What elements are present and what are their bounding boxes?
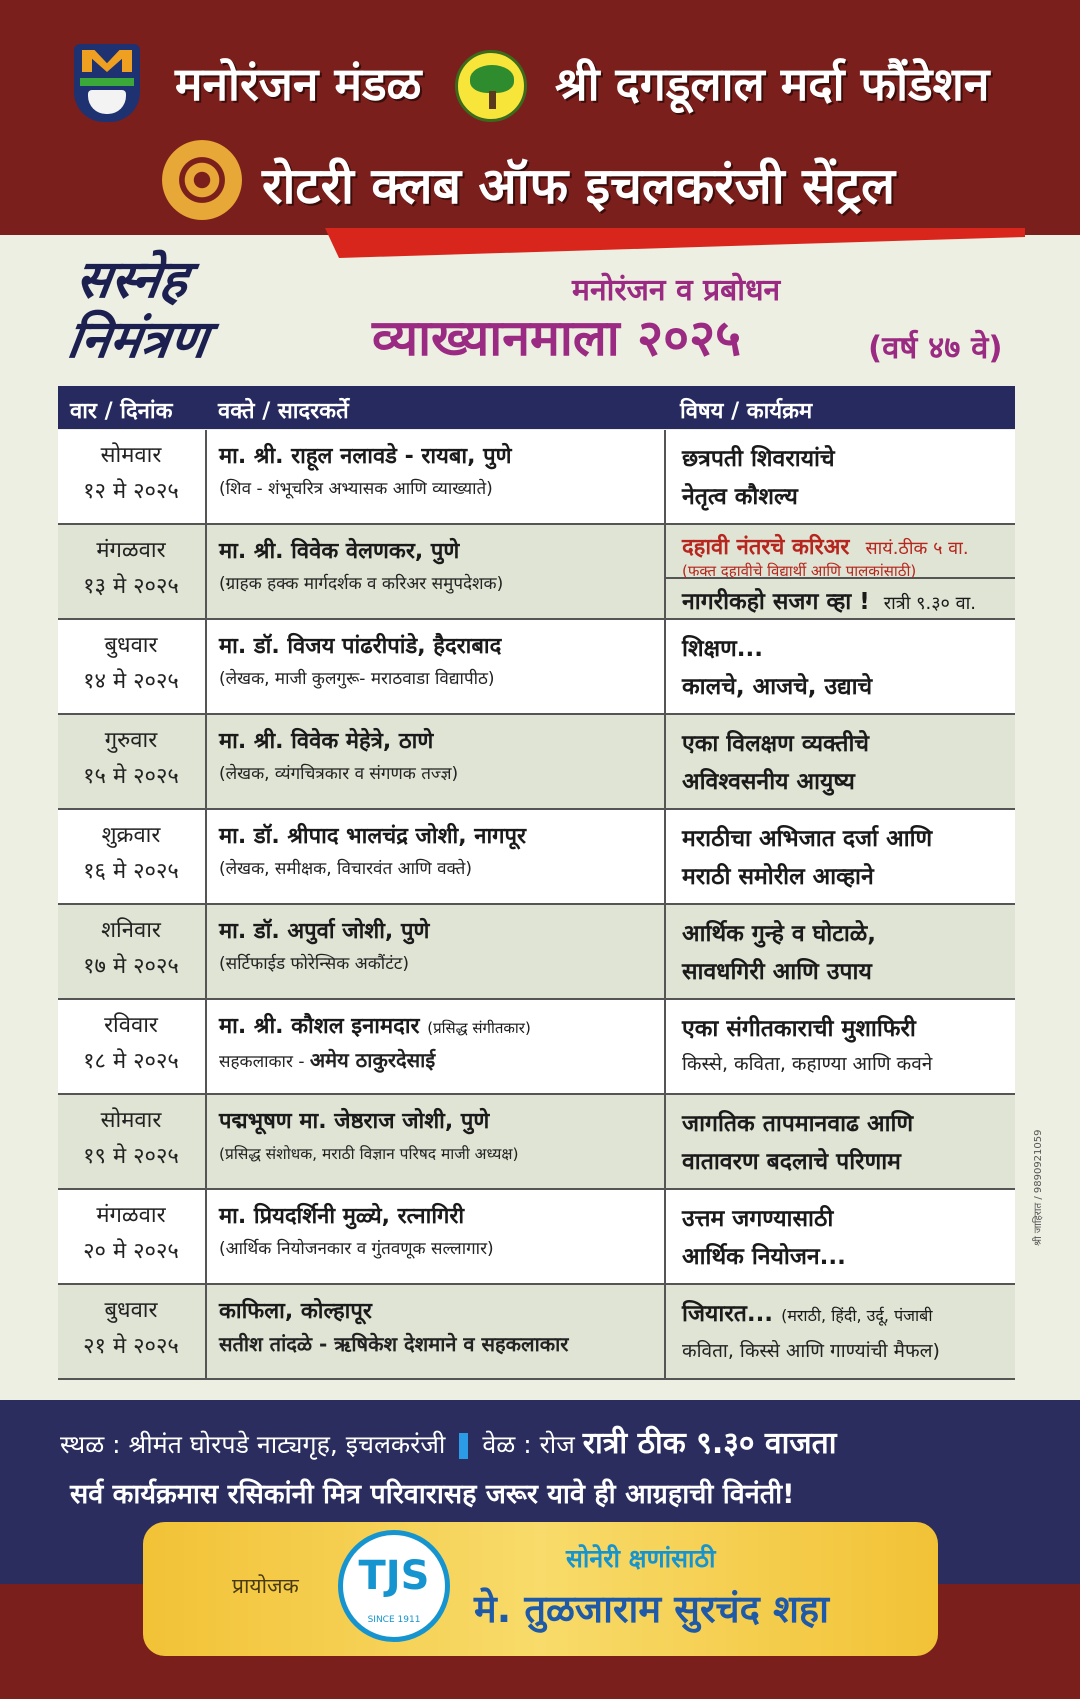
- day-date-cell: [58, 620, 204, 713]
- tjs-logo-text: TJS: [358, 1553, 430, 1599]
- topic-line1: छत्रपती शिवरायांचे: [682, 446, 835, 472]
- topic-line1: उत्तम जगण्यासाठी: [682, 1206, 834, 1232]
- speaker-name: मा. श्री. कौशल इनामदार: [219, 1014, 420, 1039]
- date: १६ मे २०२५: [83, 859, 179, 884]
- topic-line2: कविता, किस्से आणि गाण्यांची मैफल): [682, 1340, 940, 1362]
- topic-line2: अविश्वसनीय आयुष्य: [682, 769, 855, 795]
- speaker-cell: [205, 1190, 663, 1283]
- speaker-desc: (प्रसिद्ध संशोधक, मराठी विज्ञान परिषद माजी अध्यक्ष): [219, 1145, 519, 1163]
- topic-line2: कालचे, आजचे, उद्याचे: [682, 674, 873, 700]
- topic-line2: वातावरण बदलाचे परिणाम: [682, 1149, 901, 1175]
- speaker-cell: [205, 430, 663, 523]
- speaker-cell: [205, 525, 663, 618]
- co-artists: सतीश तांदळे - ऋषिकेश देशमाने व सहकलाकार: [219, 1332, 569, 1356]
- topic-line2: सावधगिरी आणि उपाय: [682, 959, 872, 985]
- header-speaker: वक्ते / सादरकर्ते: [218, 399, 349, 424]
- speaker-name: पद्मभूषण मा. जेष्ठराज जोशी, पुणे: [219, 1109, 490, 1134]
- speaker-desc: (शिव - शंभूचरित्र अभ्यासक आणि व्याख्याते): [219, 479, 493, 499]
- day: शनिवार: [101, 918, 161, 943]
- day: बुधवार: [104, 633, 158, 658]
- speaker-desc: (ग्राहक हक्क मार्गदर्शक व करिअर समुपदेशक): [219, 574, 504, 594]
- topic-line1: जागतिक तापमानवाढ आणि: [682, 1111, 914, 1137]
- topic-cell: [664, 1285, 1015, 1378]
- day-date-cell: [58, 905, 204, 998]
- speaker-cell: [205, 1095, 663, 1188]
- org-manoranjan-mandal: मनोरंजन मंडळ: [175, 57, 422, 111]
- lecture-title: व्याख्यानमाला २०२५: [372, 309, 742, 367]
- speaker-desc: (लेखक, व्यंगचित्रकार व संगणक तज्ज्ञ): [219, 764, 459, 784]
- day: सोमवार: [100, 443, 162, 468]
- rotary-logo: [162, 140, 242, 220]
- topic-line1: आर्थिक गुन्हे व घोटाळे,: [682, 921, 876, 947]
- speaker-name: मा. श्री. राहूल नलावडे - रायबा, पुणे: [219, 444, 512, 469]
- topic-line2: किस्से, कविता, कहाण्या आणि कवने: [682, 1053, 933, 1075]
- invitation-heading: [64, 250, 221, 370]
- day: मंगळवार: [96, 538, 166, 563]
- topic-inline: (मराठी, हिंदी, उर्दू, पंजाबी: [781, 1306, 933, 1325]
- date: २० मे २०२५: [83, 1239, 179, 1264]
- table-row: [58, 810, 1015, 905]
- date: १५ मे २०२५: [83, 764, 179, 789]
- speaker-desc: (आर्थिक नियोजनकार व गुंतवणूक सल्लागार): [219, 1239, 494, 1259]
- co-artist-label: सहकलाकार -: [219, 1052, 310, 1072]
- day-date-cell: [58, 525, 204, 618]
- table-row: [58, 1285, 1015, 1380]
- speaker-cell: [205, 1000, 663, 1093]
- day: सोमवार: [100, 1108, 162, 1133]
- date: १७ मे २०२५: [83, 954, 179, 979]
- speaker-desc: (लेखक, समीक्षक, विचारवंत आणि वक्ते): [219, 859, 472, 879]
- sponsor-name: मे. तुळजाराम सुरचंद शहा: [474, 1587, 829, 1631]
- date: १४ मे २०२५: [83, 669, 179, 694]
- speaker-name-line: [219, 1010, 663, 1045]
- topic-cell: [664, 1000, 1015, 1093]
- speaker-cell: [205, 620, 663, 713]
- tjs-logo: [338, 1530, 450, 1642]
- invitation-line2: निमंत्रण: [63, 309, 212, 370]
- topic-career: दहावी नंतरचे करिअर: [682, 535, 850, 560]
- day-date-cell: [58, 430, 204, 523]
- date: १९ मे २०२५: [83, 1144, 179, 1169]
- date: १२ मे २०२५: [83, 479, 179, 504]
- speaker-name: मा. डॉ. विजय पांढरीपांडे, हैदराबाद: [219, 634, 502, 659]
- separator-bar: [459, 1433, 468, 1459]
- day-date-cell: [58, 1285, 204, 1378]
- time-value: रात्री ठीक ९.३० वाजता: [582, 1426, 837, 1461]
- org-marda-foundation: श्री दगडूलाल मर्दा फौंडेशन: [555, 57, 990, 111]
- topic-cell: [664, 905, 1015, 998]
- table-row: [58, 1000, 1015, 1095]
- co-artist-line: [219, 1045, 663, 1077]
- schedule-table: [58, 430, 1015, 1380]
- day-date-cell: [58, 715, 204, 808]
- topic-cell: [664, 1190, 1015, 1283]
- topic-line1: जियारत...: [682, 1301, 774, 1327]
- topic-line2: मराठी समोरील आव्हाने: [682, 864, 874, 890]
- tree-logo: [455, 50, 527, 122]
- topic-cell: [664, 1095, 1015, 1188]
- speaker-name: मा. प्रियदर्शिनी मुळ्ये, रत्नागिरी: [219, 1204, 465, 1229]
- day-date-cell: [58, 1095, 204, 1188]
- date: १३ मे २०२५: [83, 574, 179, 599]
- topic-line2: नेतृत्व कौशल्य: [682, 484, 798, 510]
- topic-cell: [664, 715, 1015, 808]
- topic-line1: शिक्षण...: [682, 636, 763, 662]
- speaker-desc: (लेखक, माजी कुलगुरू- मराठवाडा विद्यापीठ): [219, 669, 495, 689]
- header-day-date: वार / दिनांक: [70, 399, 173, 424]
- time-label: वेळ : रोज: [482, 1430, 575, 1459]
- table-row: [58, 525, 1015, 620]
- topic-line1: एका संगीतकाराची मुशाफिरी: [682, 1016, 916, 1042]
- speaker-name: काफिला, कोल्हापूर: [219, 1299, 372, 1324]
- speaker-name: मा. श्री. विवेक वेलणकर, पुणे: [219, 539, 460, 564]
- day-date-cell: [58, 1190, 204, 1283]
- sponsor-label: प्रायोजक: [232, 1574, 299, 1598]
- speaker-name: मा. डॉ. श्रीपाद भालचंद्र जोशी, नागपूर: [219, 824, 527, 849]
- topic-line2: आर्थिक नियोजन...: [682, 1244, 846, 1270]
- topic-session-1: [666, 525, 1015, 579]
- day-date-cell: [58, 810, 204, 903]
- venue-time-line: [60, 1421, 837, 1462]
- session-time-2: रात्री ९.३० वा.: [883, 593, 977, 614]
- topic-cell: [664, 430, 1015, 523]
- day: मंगळवार: [96, 1203, 166, 1228]
- topic-session-2: [666, 581, 1015, 618]
- printer-credit: श्री जाहिरात / 9890921059: [1033, 1129, 1044, 1246]
- speaker-cell: [205, 1285, 663, 1378]
- table-row: [58, 1095, 1015, 1190]
- venue: स्थळ : श्रीमंत घोरपडे नाट्यगृह, इचलकरंजी: [60, 1430, 446, 1459]
- session-time-1: सायं.ठीक ५ वा.: [865, 538, 969, 559]
- table-row: [58, 905, 1015, 1000]
- speaker-cell: [205, 905, 663, 998]
- speaker-inline-desc: (प्रसिद्ध संगीतकार): [427, 1019, 531, 1037]
- topic-line1-wrap: [682, 1295, 1015, 1335]
- table-header: [58, 386, 1015, 429]
- session-note: (फक्त दहावीचे विद्यार्थी आणि पालकांसाठी): [682, 562, 917, 580]
- request-line: सर्व कार्यक्रमास रसिकांनी मित्र परिवारासह जरूर यावे ही आग्रहाची विनंती!: [70, 1479, 795, 1510]
- topic-cell: [664, 810, 1015, 903]
- speaker-name: मा. श्री. विवेक मेहेत्रे, ठाणे: [219, 729, 434, 754]
- day: बुधवार: [104, 1298, 158, 1323]
- speaker-cell: [205, 810, 663, 903]
- day: शुक्रवार: [101, 823, 161, 848]
- speaker-name: मा. डॉ. अपुर्वा जोशी, पुणे: [219, 919, 430, 944]
- table-row: [58, 620, 1015, 715]
- topic-line1: एका विलक्षण व्यक्तीचे: [682, 731, 870, 757]
- table-row: [58, 715, 1015, 810]
- sponsor-tagline: सोनेरी क्षणांसाठी: [566, 1544, 716, 1573]
- day: गुरुवार: [104, 728, 158, 753]
- topic-cell: [664, 525, 1015, 618]
- speaker-cell: [205, 715, 663, 808]
- tjs-since: SINCE 1911: [367, 1615, 421, 1625]
- header-topic: विषय / कार्यक्रम: [680, 399, 813, 424]
- topic-citizen: नागरीकहो सजग व्हा !: [682, 589, 870, 615]
- lecture-subtitle: मनोरंजन व प्रबोधन: [572, 273, 781, 308]
- date: २१ मे २०२५: [83, 1334, 179, 1359]
- topic-cell: [664, 620, 1015, 713]
- lecture-year: (वर्ष ४७ वे): [868, 330, 1003, 366]
- table-row: [58, 1190, 1015, 1285]
- manoranjan-mandal-logo: [74, 44, 140, 122]
- table-row: [58, 430, 1015, 525]
- decorative-red-band: [325, 228, 1025, 258]
- co-artist-line: [219, 1329, 663, 1361]
- day: रविवार: [104, 1013, 158, 1038]
- co-artist-name: अमेय ठाकुरदेसाई: [309, 1048, 436, 1072]
- day-date-cell: [58, 1000, 204, 1093]
- topic-line1: मराठीचा अभिजात दर्जा आणि: [682, 826, 933, 852]
- invitation-line1: सस्नेह: [72, 249, 193, 310]
- date: १८ मे २०२५: [83, 1049, 179, 1074]
- org-rotary-club: रोटरी क्लब ऑफ इचलकरंजी सेंट्रल: [262, 157, 896, 215]
- speaker-desc: (सर्टिफाईड फोरेन्सिक अकौंटंट): [219, 954, 409, 974]
